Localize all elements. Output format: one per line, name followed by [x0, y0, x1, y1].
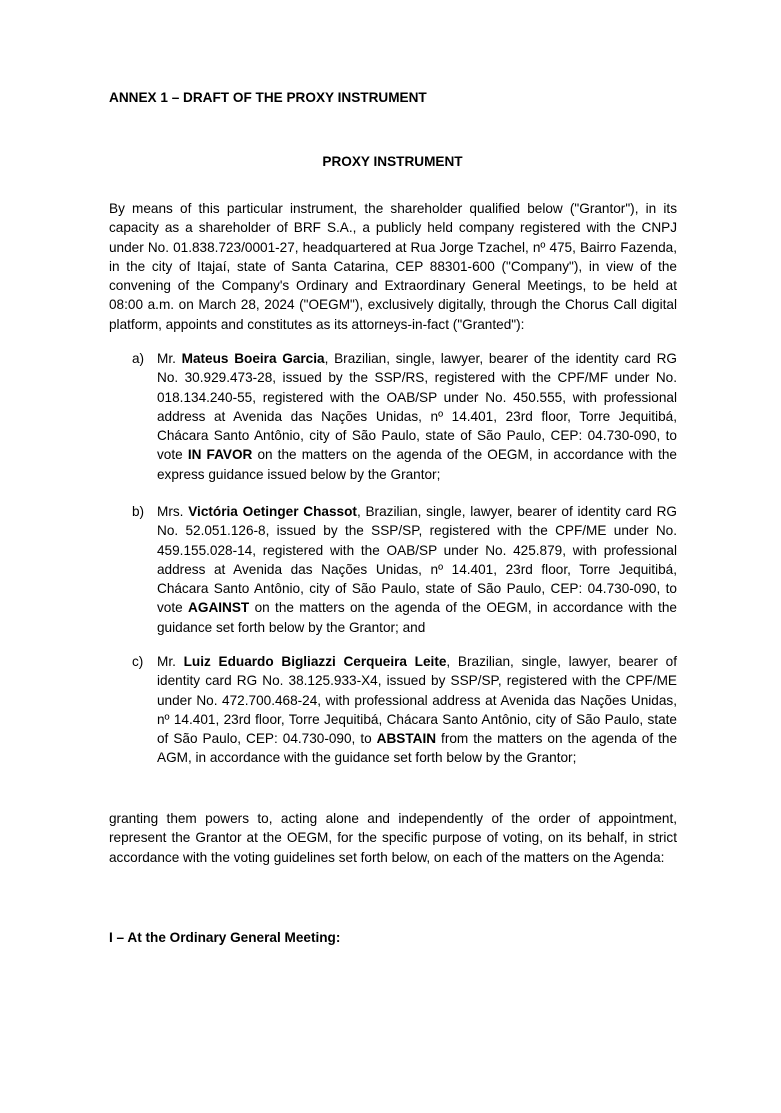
item-letter: b)	[132, 504, 145, 519]
attorney-prefix: Mr.	[157, 654, 184, 669]
annex-title: ANNEX 1 – DRAFT OF THE PROXY INSTRUMENT	[109, 90, 427, 105]
item-letter: a)	[132, 351, 145, 366]
vote-instruction: IN FAVOR	[187, 447, 253, 463]
intro-paragraph: By means of this particular instrument, the shareholder qualified below ("Grantor"), in its capacity as a shareholder of BRF S.A., a publicly held company registered with the CNPJ under No. 01.838.723/0001-27, headquartered at Rua Jorge Tzachel, nº 475, Bairro Fazenda, in the city of Itajaí, state of Santa Catarina, CEP 88301-600 ("Company"), in view of the convening of the Company's Ordinary and Extraordinary General Meetings, to be held at 08:00 a.m. on March 28, 2024 ("OEGM"), exclusively digitally, through the Chorus Call digital platform, appoints and constitutes as its attorneys-in-fact ("Granted"):	[109, 201, 677, 332]
attorney-guidance: from the matters on the agenda of the AGM, in accordance with the guidance set forth below by the Grantor;	[157, 731, 678, 766]
attorney-guidance: on the matters on the agenda of the OEGM, in accordance with the express guidance issued below by the Grantor;	[157, 447, 677, 482]
attorney-item-a	[132, 349, 677, 484]
item-body	[157, 502, 677, 637]
attorney-guidance: on the matters on the agenda of the OEGM, in accordance with the guidance set forth below by the Grantor; and	[157, 600, 677, 635]
attorney-details: , Brazilian, single, lawyer, bearer of identity card RG No. 38.125.933-X4, issued by SSP/SP, registered with the CPF/ME under No. 472.700.468-24, with professional address at Avenida das Nações Unidas, nº 14.401, 23rd floor, Torre Jequitibá, Chácara Santo Antônio, city of São Paulo, state of São Paulo, CEP: 04.730-090, to	[157, 654, 677, 747]
item-body	[157, 652, 677, 768]
document-title	[0, 154, 781, 169]
item-body	[157, 349, 677, 484]
attorney-prefix: Mr.	[157, 351, 182, 366]
attorney-name: Luiz Eduardo Bigliazzi Cerqueira Leite	[183, 654, 447, 669]
attorney-item-b	[132, 502, 677, 637]
granting-paragraph: granting them powers to, acting alone and independently of the order of appointment, represent the Grantor at the OEGM, for the specific purpose of voting, on its behalf, in strict accordance with the voting guidelines set forth below, on each of the matters on the Agenda:	[109, 811, 677, 865]
attorney-name: Victória Oetinger Chassot	[188, 504, 357, 519]
vote-instruction: AGAINST	[188, 600, 250, 616]
attorney-details: , Brazilian, single, lawyer, bearer of identity card RG No. 52.051.126-8, issued by the SSP/SP, registered with the CPF/ME under No. 459.155.028-14, registered with the OAB/SP under No. 425.879, with professional address at Avenida das Nações Unidas, nº 14.401, 23rd floor, Torre Jequitibá, Chácara Santo Antônio, city of São Paulo, state of São Paulo, CEP: 04.730-090, to vote	[157, 504, 678, 616]
attorney-details: , Brazilian, single, lawyer, bearer of the identity card RG No. 30.929.473-28, issued by the SSP/RS, registered with the CPF/MF under No. 018.134.240-55, registered with the OAB/SP under No. 450.555, with professional address at Avenida das Nações Unidas, nº 14.401, 23rd floor, Torre Jequitibá, Chácara Santo Antônio, city of São Paulo, state of São Paulo, CEP: 04.730-090, to vote	[157, 351, 677, 463]
attorney-prefix: Mrs.	[157, 504, 189, 519]
attorney-name: Mateus Boeira Garcia	[181, 351, 325, 366]
document-title-text: PROXY INSTRUMENT	[322, 154, 463, 169]
section-heading: I – At the Ordinary General Meeting:	[109, 930, 341, 945]
attorney-item-c	[132, 652, 677, 768]
vote-instruction: ABSTAIN	[376, 731, 437, 747]
item-letter: c)	[132, 654, 144, 669]
